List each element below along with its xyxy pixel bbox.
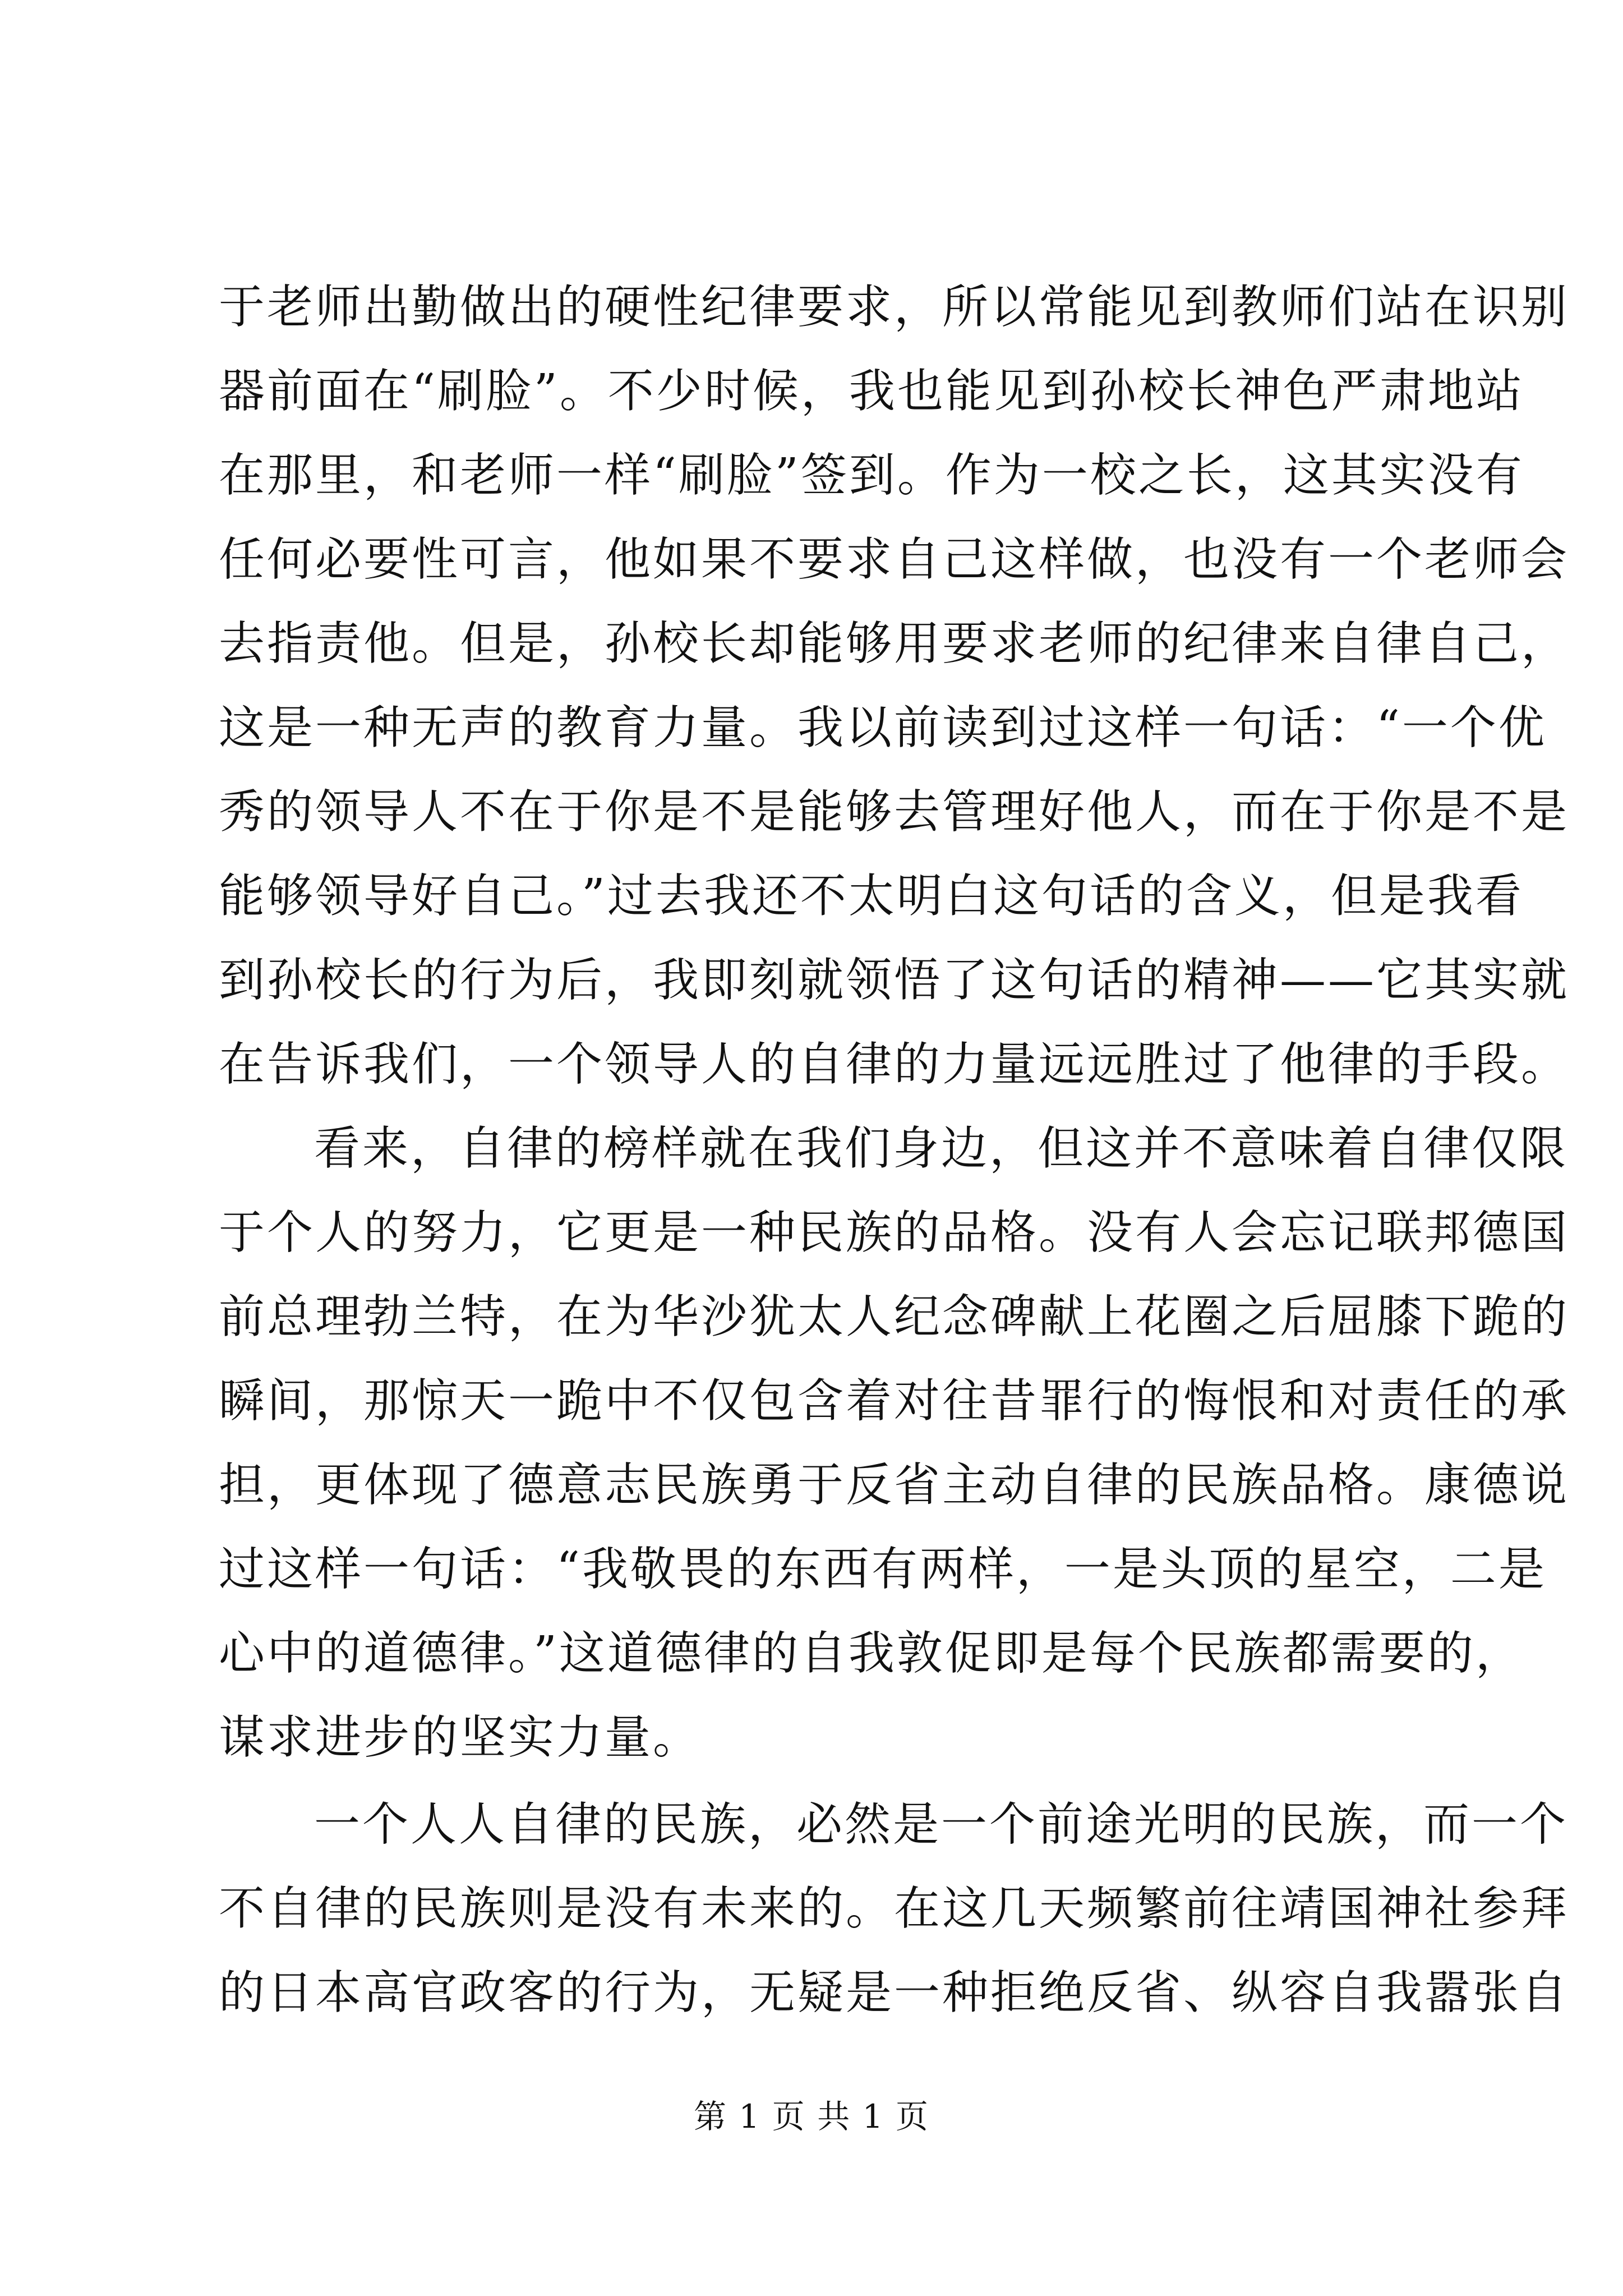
text-line: 的日本高官政客的行为，无疑是一种拒绝反省、纵容自我嚣张自 xyxy=(219,1966,1570,2019)
text-line: 于老师出勤做出的硬性纪律要求，所以常能见到教师们站在识别 xyxy=(219,280,1570,334)
text-line: 不自律的民族则是没有未来的。在这几天频繁前往靖国神社参拜 xyxy=(219,1882,1570,1935)
text-line: 秀的领导人不在于你是不是能够去管理好他人，而在于你是不是 xyxy=(219,785,1570,839)
text-line: 前总理勃兰特，在为华沙犹太人纪念碑献上花圈之后屈膝下跪的 xyxy=(219,1290,1570,1343)
text-line: 去指责他。但是，孙校长却能够用要求老师的纪律来自律自己， xyxy=(219,617,1570,670)
text-line: 瞬间，那惊天一跪中不仅包含着对往昔罪行的悔恨和对责任的承 xyxy=(219,1374,1570,1428)
text-line: 担，更体现了德意志民族勇于反省主动自律的民族品格。康德说 xyxy=(219,1458,1570,1512)
text-line: 到孙校长的行为后，我即刻就领悟了这句话的精神——它其实就 xyxy=(219,954,1570,1007)
text-line: 过这样一句话：“我敬畏的东西有两样，一是头顶的星空，二是 xyxy=(219,1543,1547,1596)
page-footer xyxy=(0,2097,1623,2136)
text-line: 这是一种无声的教育力量。我以前读到过这样一句话：“一个优 xyxy=(219,701,1547,754)
text-line: 器前面在“刷脸”。不少时候，我也能见到孙校长神色严肃地站 xyxy=(219,365,1524,418)
text-line: 任何必要性可言，他如果不要求自己这样做，也没有一个老师会 xyxy=(219,533,1570,586)
page-number-label: 第 1 页 共 1 页 xyxy=(694,2097,929,2136)
text-line: 于个人的努力，它更是一种民族的品格。没有人会忘记联邦德国 xyxy=(219,1206,1570,1259)
text-line: 在告诉我们，一个领导人的自律的力量远远胜过了他律的手段。 xyxy=(219,1038,1570,1091)
paragraph-start-line: 一个人人自律的民族，必然是一个前途光明的民族，而一个 xyxy=(314,1798,1569,1851)
text-line: 能够领导好自己。”过去我还不太明白这句话的含义，但是我看 xyxy=(219,869,1524,923)
text-line: 在那里，和老师一样“刷脸”签到。作为一校之长，这其实没有 xyxy=(219,449,1524,502)
text-line: 心中的道德律。”这道德律的自我敦促即是每个民族都需要的， xyxy=(219,1627,1524,1680)
text-line: 谋求进步的坚实力量。 xyxy=(219,1711,702,1764)
paragraph-start-line: 看来，自律的榜样就在我们身边，但这并不意味着自律仅限 xyxy=(314,1122,1569,1175)
